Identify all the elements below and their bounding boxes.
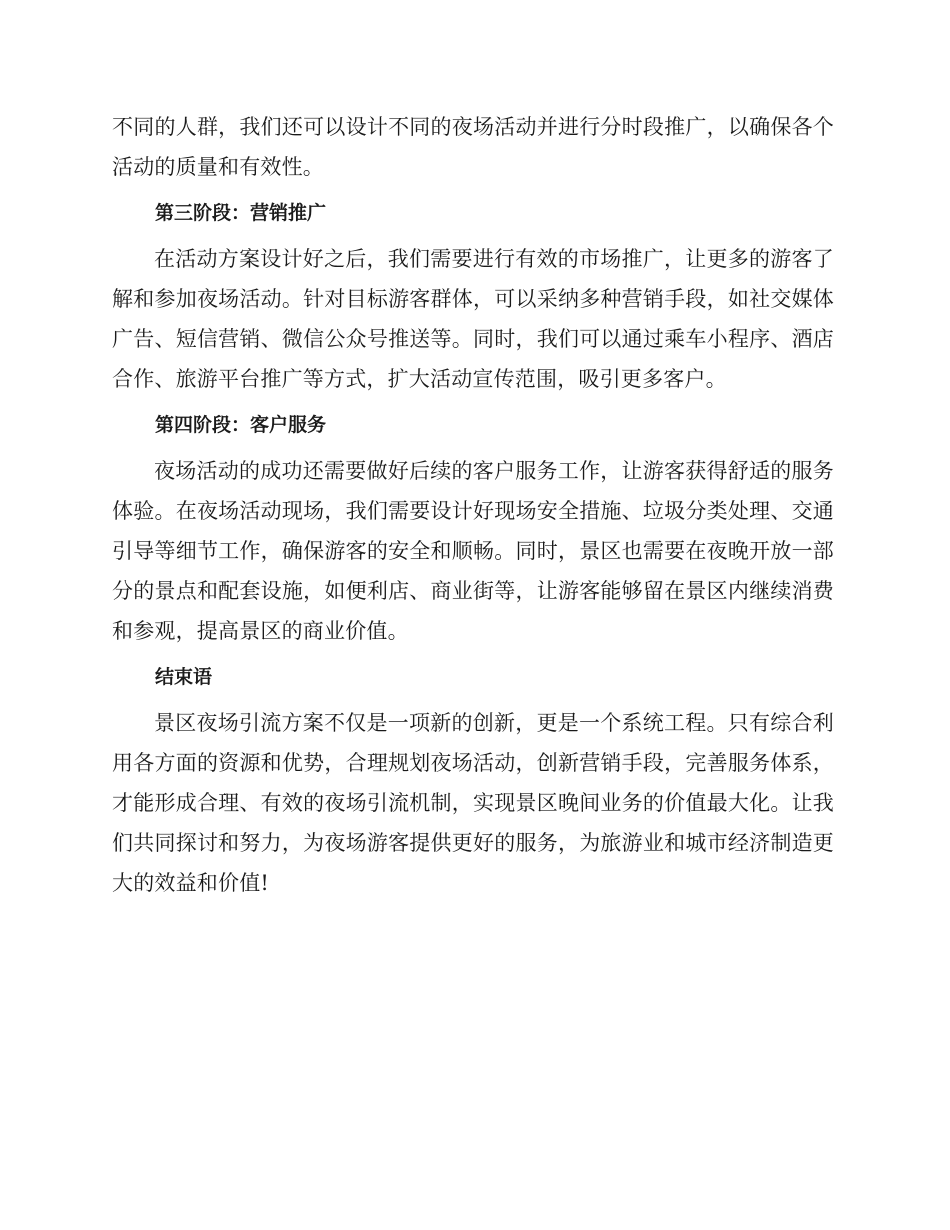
heading-stage-4: 第四阶段：客户服务: [155, 414, 327, 436]
paragraph-intro: 不同的人群，我们还可以设计不同的夜场活动并进行分时段推广，以确保各个活动的质量和有效性。: [112, 115, 834, 179]
paragraph-conclusion: 景区夜场引流方案不仅是一项新的创新，更是一个系统工程。只有综合利用各方面的资源和优势，合理规划夜场活动，创新营销手段，完善服务体系，才能形成合理、有效的夜场引流机制，实现景区晚间业务的价值最大化。让我们共同探讨和努力，为夜场游客提供更好的服务，为旅游业和城市经济制造更大的效益和价值!: [112, 711, 834, 895]
paragraph-stage-3: 在活动方案设计好之后，我们需要进行有效的市场推广，让更多的游客了解和参加夜场活动。针对目标游客群体，可以采纳多种营销手段，如社交媒体广告、短信营销、微信公众号推送等。同时，我们可以通过乘车小程序、酒店合作、旅游平台推广等方式，扩大活动宣传范围，吸引更多客户。: [112, 247, 834, 391]
document-body: [112, 107, 834, 903]
heading-conclusion: 结束语: [155, 666, 213, 688]
paragraph-stage-4: 夜场活动的成功还需要做好后续的客户服务工作，让游客获得舒适的服务体验。在夜场活动现场，我们需要设计好现场安全措施、垃圾分类处理、交通引导等细节工作，确保游客的安全和顺畅。同时，景区也需要在夜晚开放一部分的景点和配套设施，如便利店、商业街等，让游客能够留在景区内继续消费和参观，提高景区的商业价值。: [112, 459, 834, 643]
heading-stage-3: 第三阶段：营销推广: [155, 202, 327, 224]
